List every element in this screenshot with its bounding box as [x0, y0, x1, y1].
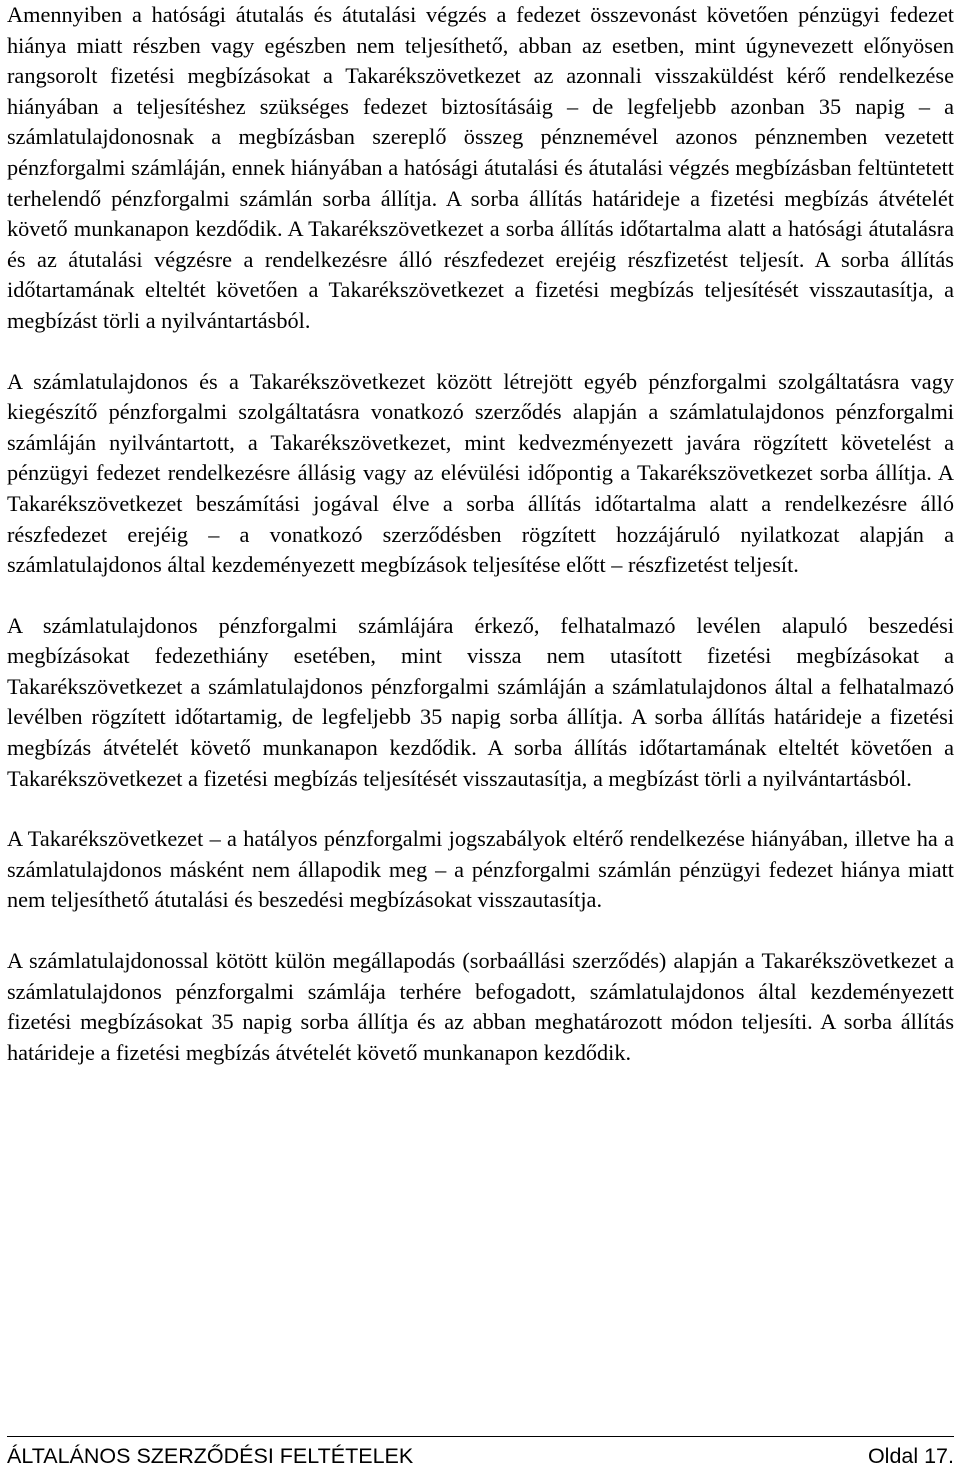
- page-number: Oldal 17.: [867, 1444, 954, 1468]
- paragraph: Amennyiben a hatósági átutalás és átutalási végzés a fedezet összevonást követően pénzügyi fedezet hiánya miatt részben vagy egészben nem teljesíthető, abban az esetben, mint úgynevezett előnyösen rangsorolt fizetési megbízásokat a Takarékszövetkezet az azonnali visszaküldést kérő rendelkezése hiányában a teljesítéshez szükséges fedezet biztosításáig – de legfeljebb azonban 35 napig – a számlatulajdonosnak a megbízásban szereplő összeg pénznemével azonos pénznemben vezetett pénzforgalmi számláján, ennek hiányában a hatósági átutalási és átutalási végzés megbízásban feltüntetett terhelendő pénzforgalmi számlán sorba állítja. A sorba állítás határideje a fizetési megbízás átvételét követő munkanapon kezdődik. A Takarékszövetkezet a sorba állítás időtartalma alatt a hatósági átutalásra és az átutalási végzésre a rendelkezésre álló részfedezet erejéig részfizetést teljesít. A sorba állítás időtartamának elteltét követően a Takarékszövetkezet a fizetési megbízás teljesítését visszautasítja, a megbízást törli a nyilvántartásból.: [7, 2, 954, 333]
- paragraph: A Takarékszövetkezet – a hatályos pénzforgalmi jogszabályok eltérő rendelkezése hiányában, illetve ha a számlatulajdonos másként nem állapodik meg – a pénzforgalmi számlán pénzügyi fedezet hiánya miatt nem teljesíthető átutalási és beszedési megbízásokat visszautasítja.: [7, 826, 954, 913]
- paragraph: A számlatulajdonossal kötött külön megállapodás (sorbaállási szerződés) alapján a Takarékszövetkezet a számlatulajdonos pénzforgalmi számlája terhére befogadott, számlatulajdonos által kezdeményezett fizetési megbízásokat 35 napig sorba állítja és az abban meghatározott módon teljesíti. A sorba állítás határideje a fizetési megbízás átvételét követő munkanapon kezdődik.: [7, 948, 954, 1065]
- page-footer: [7, 1436, 954, 1471]
- document-body: [7, 0, 954, 1068]
- footer-title: ÁLTALÁNOS SZERZŐDÉSI FELTÉTELEK: [7, 1444, 414, 1468]
- paragraph: A számlatulajdonos és a Takarékszövetkezet között létrejött egyéb pénzforgalmi szolgáltatásra vagy kiegészítő pénzforgalmi szolgáltatásra vonatkozó szerződés alapján a számlatulajdonos pénzforgalmi számláján nyilvántartott, a Takarékszövetkezet, mint kedvezményezett javára rögzített követelést a pénzügyi fedezet rendelkezésre állásig vagy az elévülési időpontig a Takarékszövetkezet sorba állítja. A Takarékszövetkezet beszámítási jogával élve a sorba állítás időtartalma alatt a rendelkezésre álló részfedezet erejéig – a vonatkozó szerződésben rögzített hozzájáruló nyilatkozat alapján a számlatulajdonos által kezdeményezett megbízások teljesítése előtt – részfizetést teljesít.: [7, 368, 954, 578]
- paragraph: A számlatulajdonos pénzforgalmi számlájára érkező, felhatalmazó levélen alapuló beszedési megbízásokat fedezethiány esetében, mint vissza nem utasított fizetési megbízásokat a Takarékszövetkezet a számlatulajdonos pénzforgalmi számláján a számlatulajdonos által a felhatalmazó levélben rögzített időtartamig, de legfeljebb 35 napig sorba állítja. A sorba állítás határideje a fizetési megbízás átvételét követő munkanapon kezdődik. A sorba állítás időtartamának elteltét követően a Takarékszövetkezet a fizetési megbízás teljesítését visszautasítja, a megbízást törli a nyilvántartásból.: [7, 612, 954, 791]
